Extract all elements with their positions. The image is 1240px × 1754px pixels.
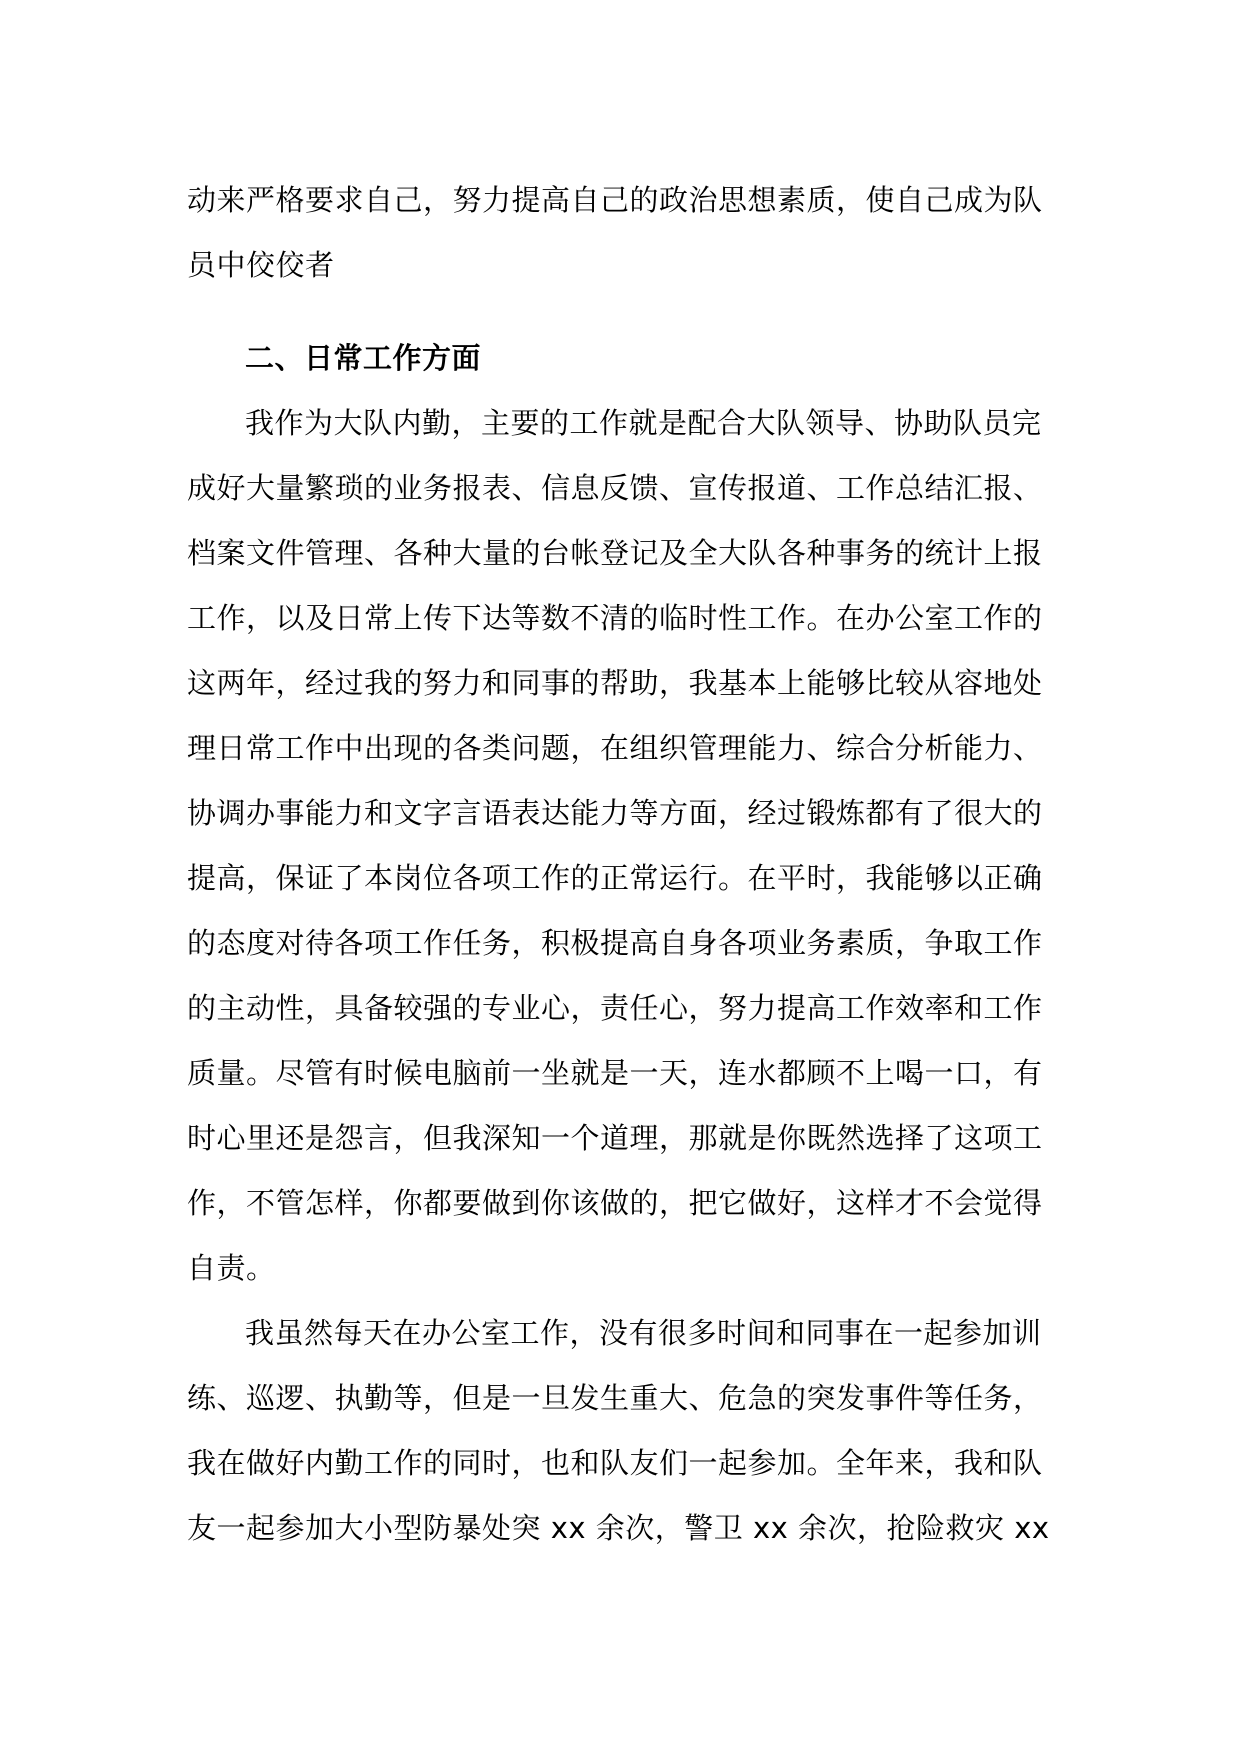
section-heading: 二、日常工作方面	[245, 341, 482, 375]
paragraph-gap	[187, 298, 1043, 326]
text-line: 我作为大队内勤，主要的工作就是配合大队领导、协助队员完	[245, 406, 1042, 440]
text-line: 协调办事能力和文字言语表达能力等方面，经过锻炼都有了很大的	[187, 796, 1043, 830]
text-line: 的主动性，具备较强的专业心，责任心，努力提高工作效率和工作	[187, 991, 1043, 1025]
text-line: 工作，以及日常上传下达等数不清的临时性工作。在办公室工作的	[187, 601, 1043, 635]
text-line: 的态度对待各项工作任务，积极提高自身各项业务素质，争取工作	[187, 926, 1043, 960]
text-line: 理日常工作中出现的各类问题，在组织管理能力、综合分析能力、	[187, 731, 1043, 765]
paragraph-work	[187, 391, 1043, 1301]
paragraph-duty	[187, 1301, 1050, 1561]
document-body	[187, 168, 1050, 1561]
text-line: 友一起参加大小型防暴处突 xx 余次，警卫 xx 余次，抢险救灾 xx	[187, 1511, 1050, 1545]
text-line: 我虽然每天在办公室工作，没有很多时间和同事在一起参加训	[245, 1316, 1042, 1350]
text-line: 成好大量繁琐的业务报表、信息反馈、宣传报道、工作总结汇报、	[187, 471, 1043, 505]
text-line: 动来严格要求自己，努力提高自己的政治思想素质，使自己成为队	[187, 183, 1043, 217]
text-line: 档案文件管理、各种大量的台帐登记及全大队各种事务的统计上报	[187, 536, 1043, 570]
text-line: 时心里还是怨言，但我深知一个道理，那就是你既然选择了这项工	[187, 1121, 1043, 1155]
text-line: 员中佼佼者	[187, 248, 335, 282]
text-line: 质量。尽管有时候电脑前一坐就是一天，连水都顾不上喝一口，有	[187, 1056, 1043, 1090]
text-line: 作，不管怎样，你都要做到你该做的，把它做好，这样才不会觉得	[187, 1186, 1043, 1220]
text-line: 自责。	[187, 1251, 276, 1285]
text-line: 我在做好内勤工作的同时，也和队友们一起参加。全年来，我和队	[187, 1446, 1043, 1480]
paragraph-intro	[187, 168, 1043, 298]
text-line: 练、巡逻、执勤等，但是一旦发生重大、危急的突发事件等任务，	[187, 1381, 1043, 1415]
text-line: 这两年，经过我的努力和同事的帮助，我基本上能够比较从容地处	[187, 666, 1043, 700]
text-line: 提高，保证了本岗位各项工作的正常运行。在平时，我能够以正确	[187, 861, 1043, 895]
